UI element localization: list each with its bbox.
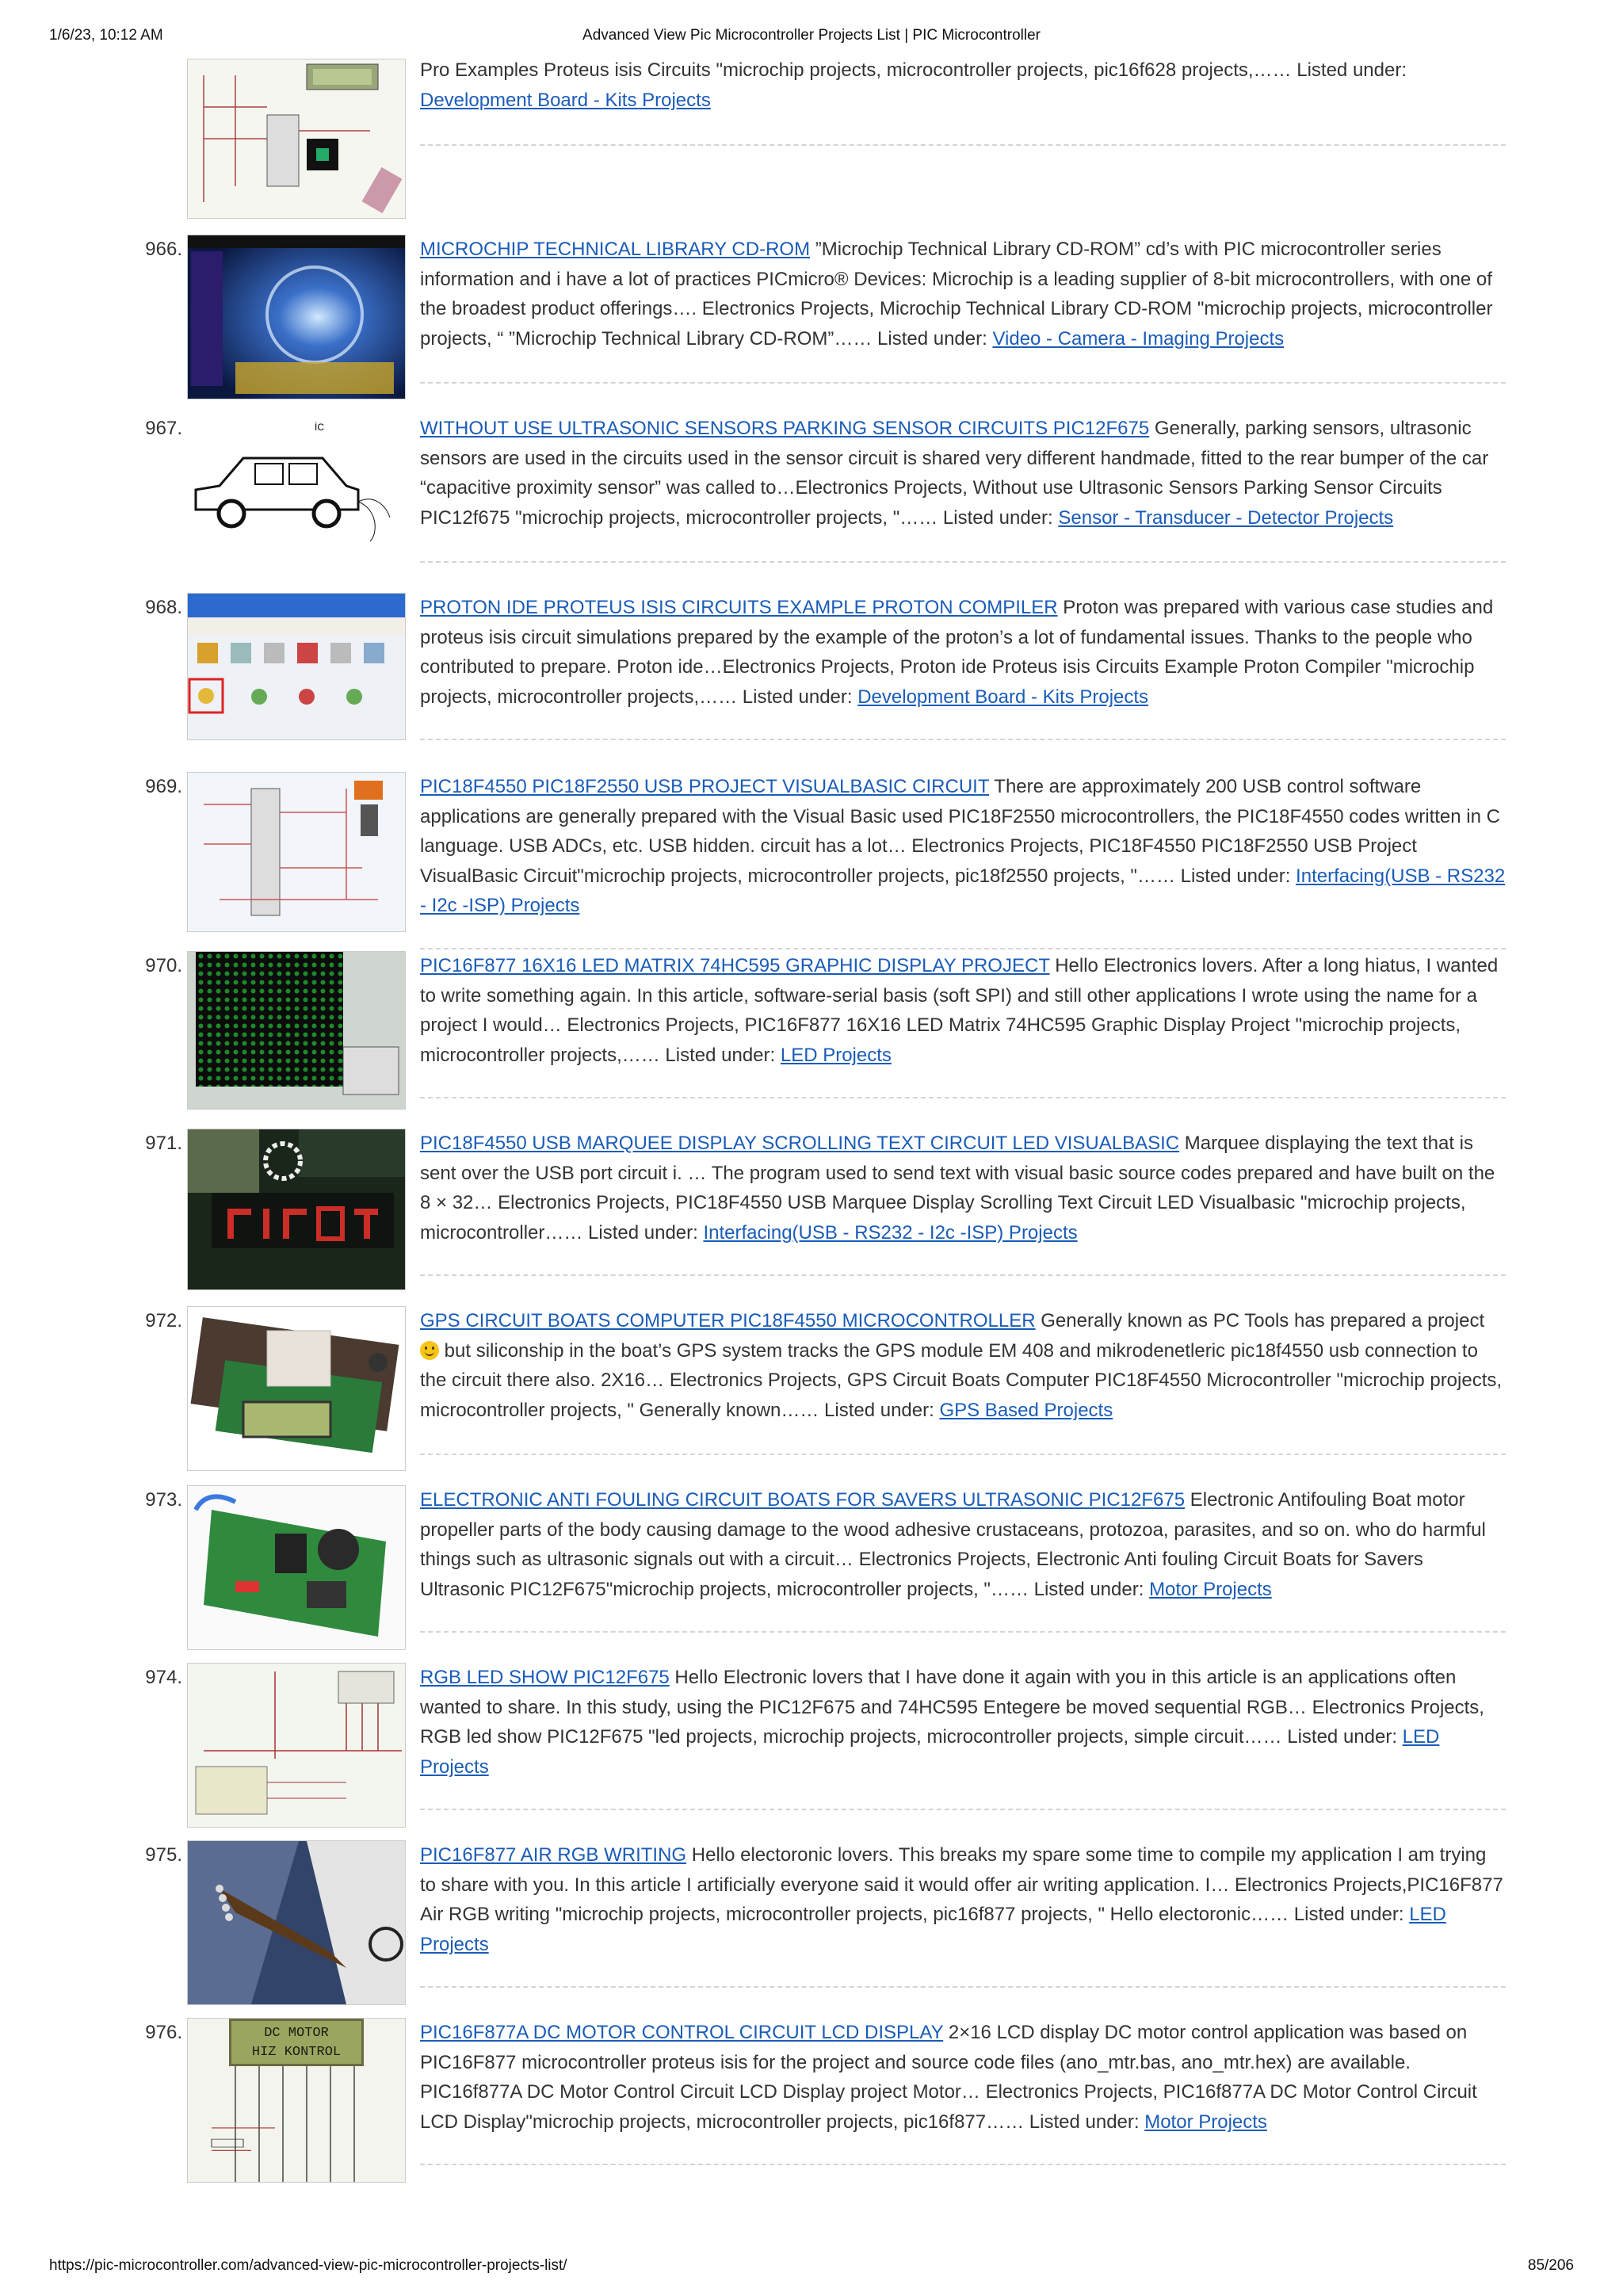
print-header [0,0,1623,48]
entry-description: Hello Electronics lovers. After a long hiatus, I wanted to write something again. In this article, software-serial basis (soft SPI) and still other applications I wrote using the name for a project I would… Electronics Projects, PIC16F877 16X16 LED Matrix 74HC595 Graphic Display Project "microchip projects, microcontroller projects,…… Listed under: [420,955,1499,1066]
category-link[interactable]: Development Board - Kits Projects [420,89,711,111]
pcb-photo-image [188,1486,405,1649]
entry-number: 966. [145,239,182,260]
entry-title-link[interactable]: ELECTRONIC ANTI FOULING CIRCUIT BOATS FOR SAVERS ULTRASONIC PIC12F675 [420,1489,1186,1511]
project-thumbnail-proton-ide[interactable] [187,593,406,740]
lcd-line-2: HIZ KONTROL [251,2045,342,2060]
entry-number: 968. [145,597,182,618]
entry-divider [420,948,1506,949]
entry-divider [420,1986,1506,1988]
entry-text [420,1129,1506,1247]
entry-title-link[interactable]: WITHOUT USE ULTRASONIC SENSORS PARKING SENSOR CIRCUITS PIC12F675 [420,418,1150,439]
entry-text [420,235,1506,353]
rgb-schematic-image [188,1664,405,1827]
entry-title-link[interactable]: RGB LED SHOW PIC12F675 [420,1667,670,1688]
entry-title-link[interactable]: PIC18F4550 USB MARQUEE DISPLAY SCROLLING TEXT CIRCUIT LED VISUALBASIC [420,1133,1180,1154]
entry-description: 2×16 LCD display DC motor control application was based on PIC16F877 microcontroller proteus isis for the project and source code files (ano_mtr.bas, ano_mtr.hex) are available. PIC16f877A DC Motor Control Circuit LCD Display project Motor… Electronics Projects, PIC16f877A DC Motor Control Circuit LCD Display"microchip projects, microcontroller projects, pic16f877…… Listed under: [420,2022,1477,2133]
entry-divider [420,1454,1506,1455]
entry-title-link[interactable]: MICROCHIP TECHNICAL LIBRARY CD-ROM [420,239,811,260]
entry-number: 970. [145,955,182,976]
entry-divider [420,2164,1506,2165]
page-counter: 85/206 [1527,2257,1574,2274]
entry-title-link[interactable]: PIC16F877 16X16 LED MATRIX 74HC595 GRAPHIC DISPLAY PROJECT [420,955,1050,976]
entry-number: 972. [145,1310,182,1331]
project-thumbnail-gps-device[interactable] [187,1306,406,1471]
project-thumbnail-car[interactable] [187,414,406,558]
print-footer [0,2257,1623,2289]
entry-divider [420,144,1506,146]
entry-description: Generally known as PC Tools has prepared a project [1035,1310,1485,1331]
entry-text [420,55,1506,115]
entry-divider [420,739,1506,740]
entry-description: Hello Electronic lovers that I have done it again with you in this article is an applications often wanted to share. In this study, using the PIC12F675 and 74HC595 Entegere be moved sequential RGB… Electronics Projects, RGB led show PIC12F675 "led projects, microchip projects, microcontroller projects, simple circuit…… Listed under: [420,1667,1484,1748]
lcd-line-1: DC MOTOR [264,2026,329,2041]
usb-schematic-image [188,773,405,931]
led-matrix-image [188,952,405,1109]
project-thumbnail-usb-schematic[interactable] [187,772,406,932]
smile-icon [420,1341,439,1360]
category-link[interactable]: Video - Camera - Imaging Projects [992,327,1285,350]
entry-divider [420,1631,1506,1633]
entry-number: 967. [145,418,182,439]
entry-description: There are approximately 200 USB control software applications are generally prepared with the Visual Basic used PIC18F2550 microcontrollers, the PIC18F4550 codes written in C language. USB ADCs, etc. USB hidden. circuit has a lot… Electronics Projects, PIC18F4550 PIC18F2550 USB Project VisualBasic Circuit"microchip projects, microcontroller projects, pic18f2550 projects, "…… Listed under: [420,776,1500,887]
entry-text [420,772,1506,921]
project-thumbnail-lcd-motor[interactable] [187,2018,406,2183]
entry-title-link[interactable]: GPS CIRCUIT BOATS COMPUTER PIC18F4550 MICROCONTROLLER [420,1310,1036,1331]
project-thumbnail-proteus-lcd[interactable] [187,59,406,219]
category-link[interactable]: Interfacing(USB - RS232 - I2c -ISP) Projects [703,1221,1078,1244]
entry-description: Marquee displaying the text that is sent over the USB port circuit i. … The program used to send text with visual basic source codes prepared and have built on the 8 × 32… Electronics Projects, PIC18F4550 USB Marquee Display Scrolling Text Circuit LED Visualbasic "microchip projects, microcontroller…… Listed under: [420,1133,1495,1244]
entry-text [420,1840,1506,1959]
category-link[interactable]: Sensor - Transducer - Detector Projects [1058,506,1394,529]
entry-divider [420,1809,1506,1810]
category-link[interactable]: Motor Projects [1149,1578,1272,1600]
category-link[interactable]: Development Board - Kits Projects [857,686,1149,708]
category-link[interactable]: LED Projects [780,1044,892,1066]
lcd-display [229,2019,364,2066]
entry-description-continued: but siliconship in the boat’s GPS system tracks the GPS module EM 408 and mikrodenetleric pic18f4550 usb connection to the circuit there also. 2X16… Electronics Projects, GPS Circuit Boats Computer PIC18F4550 Microcontroller "microchip projects, microcontroller projects, " Generally known…… Listed under: [420,1339,1503,1421]
entry-description: Electronic Antifouling Boat motor propeller parts of the body causing damage to the wood adhesive crustaceans, protozoa, parasites, and so on. who do harmful things such as ultrasonic signals out with a circuit… Electronics Projects, Electronic Anti fouling Circuit Boats for Savers Ultrasonic PIC12F675"microchip projects, microcontroller projects, "…… Listed under: [420,1489,1486,1600]
category-link[interactable]: GPS Based Projects [939,1399,1113,1421]
entry-title-link[interactable]: PIC18F4550 PIC18F2550 USB PROJECT VISUALBASIC CIRCUIT [420,776,990,797]
category-link[interactable]: LED Projects [420,1726,1440,1778]
entry-description: Generally, parking sensors, ultrasonic sensors are used in the circuits used in the sensor circuit is shared very different handmade, fitted to the rear bumper of the car “capacitive proximity sensor” was called to…Electronics Projects, Without use Ultrasonic Sensors Parking Sensor Circuits PIC12f675 "microchip projects, microcontroller projects, "…… Listed under: [420,418,1489,529]
entry-number: 969. [145,776,182,797]
print-date: 1/6/23, 10:12 AM [49,27,163,44]
air-writing-photo-image [188,1841,405,2004]
entry-title-link[interactable]: PIC16F877 AIR RGB WRITING [420,1844,687,1866]
entry-text [420,1306,1506,1425]
entry-number: 973. [145,1489,182,1511]
project-thumbnail-green-pcb[interactable] [187,1485,406,1650]
motor-schematic-image [188,2066,405,2182]
entry-description: Proton was prepared with various case studies and proteus isis circuit simulations prepared by the example of the proton’s a lot of fundamental issues. Thanks to the people who contributed to prepare. Proton ide…Electronics Projects, Proton ide Proteus isis Circuits Example Proton Compiler "microchip projects, microcontroller projects,…… Listed under: [420,597,1494,708]
entry-text [420,593,1506,712]
proton-ide-image [188,594,405,739]
project-thumbnail-led-matrix[interactable] [187,951,406,1110]
gps-device-image [188,1307,405,1470]
schematic-image [188,59,405,218]
entry-divider [420,1097,1506,1098]
entry-description: Pro Examples Proteus isis Circuits "microchip projects, microcontroller projects, pic16f628 projects,…… Listed under: [420,59,1407,81]
entry-text [420,2018,1506,2137]
category-link[interactable]: LED Projects [420,1904,1446,1955]
entry-title-link[interactable]: PIC16F877A DC MOTOR CONTROL CIRCUIT LCD DISPLAY [420,2022,944,2043]
entry-number: 975. [145,1844,182,1866]
print-url: https://pic-microcontroller.com/advanced-view-pic-microcontroller-projects-list/ [49,2257,567,2274]
entry-number: 974. [145,1667,182,1688]
project-thumbnail-cd-rom[interactable] [187,235,406,399]
entry-text [420,951,1506,1070]
entry-number: 976. [145,2022,182,2043]
entry-text [420,1485,1506,1604]
cd-cover-image [188,235,405,399]
print-title: Advanced View Pic Microcontroller Projects List | PIC Microcontroller [582,27,1041,44]
entry-title-link[interactable]: PROTON IDE PROTEUS ISIS CIRCUITS EXAMPLE PROTON COMPILER [420,597,1058,618]
entry-text [420,414,1506,533]
category-link[interactable]: Interfacing(USB - RS232 - I2c -ISP) Projects [420,865,1506,917]
entry-number: 971. [145,1133,182,1154]
project-thumbnail-air-writing[interactable] [187,1840,406,2005]
entry-text [420,1663,1506,1782]
entry-divider [420,561,1506,563]
diagram-label: İC [315,422,324,433]
category-link[interactable]: Motor Projects [1144,2111,1267,2133]
entry-description: ”Microchip Technical Library CD-ROM” cd’s with PIC microcontroller series information and i have a lot of practices PICmicro® Devices: Microchip is a leading supplier of 8-bit microcontrollers, with one of the broadest product offerings…. Electronics Projects, Microchip Technical Library CD-ROM "microchip projects, microcontroller projects, “ ”Microchip Technical Library CD-ROM”…… Listed under: [420,239,1493,350]
project-thumbnail-rgb-schematic[interactable] [187,1663,406,1828]
entry-divider [420,382,1506,384]
entry-description: Hello electoronic lovers. This breaks my spare some time to compile my application I am trying to share with you. In this article I artificially everyone said it would offer air writing application. I… Electronics Projects,PIC16F877 Air RGB writing "microchip projects, microcontroller projects, pic16f877 projects, " Hello electoronic…… Listed under: [420,1844,1503,1926]
project-thumbnail-marquee[interactable] [187,1129,406,1290]
entry-divider [420,1274,1506,1276]
marquee-photo-image [188,1129,405,1289]
car-drawing-image [188,415,405,557]
